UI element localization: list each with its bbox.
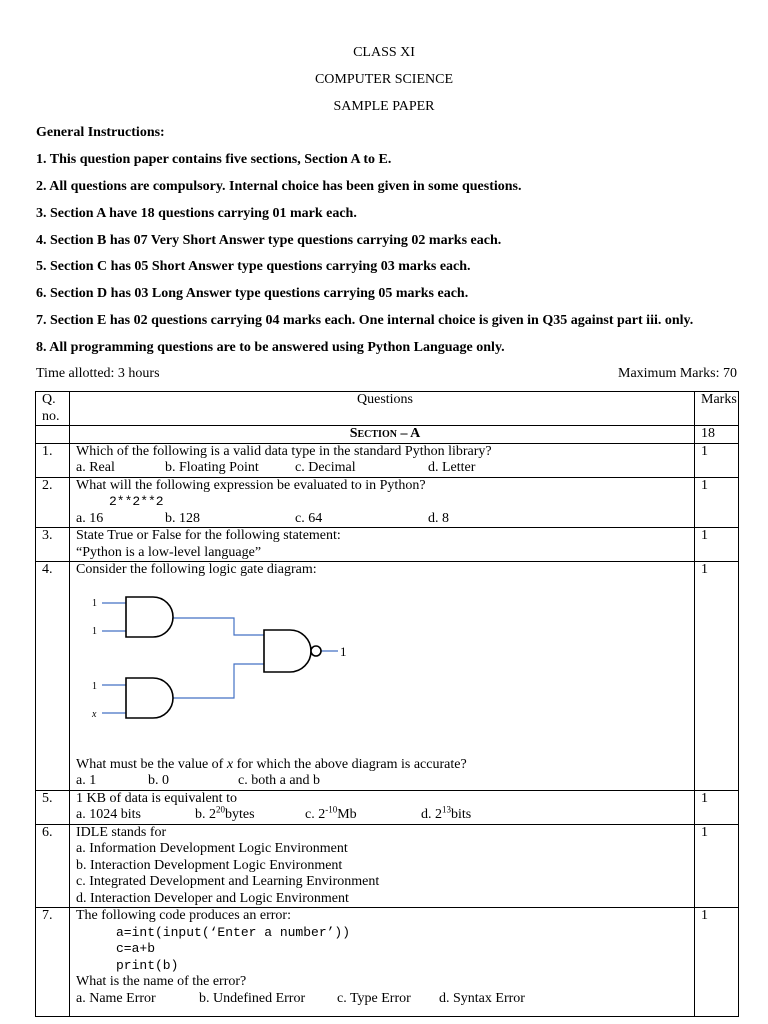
question-row-2	[36, 477, 739, 528]
time-allotted: Time allotted: 3 hours	[36, 366, 160, 381]
section-marks: 18	[695, 426, 739, 444]
option-b: b. Floating Point	[165, 460, 259, 475]
question-row-5	[36, 790, 739, 824]
question-text: Consider the following logic gate diagram:	[76, 562, 317, 577]
code-expression: 2**2**2	[109, 494, 164, 509]
option-c: c. Decimal	[295, 460, 356, 475]
nand-gate-icon	[264, 630, 311, 672]
gate-input-label: 1	[92, 625, 97, 637]
option-b: b. 0	[148, 773, 169, 788]
question-number: 3.	[36, 528, 70, 562]
question-row-3	[36, 528, 739, 562]
gate-input-label: 1	[92, 680, 97, 692]
and-gate-icon	[126, 678, 173, 718]
question-text: IDLE stands for	[76, 824, 167, 840]
statement-quote: “Python is a low-level language”	[76, 544, 262, 560]
instruction-item: 6. Section D has 03 Long Answer type questions carrying 05 marks each.	[36, 286, 469, 301]
question-text: What will the following expression be evaluated to in Python?	[76, 477, 426, 493]
question-marks: 1	[695, 477, 739, 528]
question-row-1	[36, 443, 739, 477]
question-number: 2.	[36, 477, 70, 528]
question-text: State True or False for the following statement:	[76, 528, 341, 543]
gate-output-label: 1	[340, 643, 347, 659]
instruction-item: 5. Section C has 05 Short Answer type questions carrying 03 marks each.	[36, 259, 471, 274]
option-d: d. Syntax Error	[439, 990, 525, 1006]
question-number: 7.	[36, 908, 70, 1017]
code-line: a=int(input(‘Enter a number’))	[116, 924, 351, 940]
option-c: c. Type Error	[337, 990, 411, 1006]
option-c: c. $2^{-10}Mb$	[305, 804, 357, 822]
question-row-6	[36, 824, 739, 908]
option-b: b. Undefined Error	[199, 990, 306, 1006]
instruction-item: 4. Section B has 07 Very Short Answer type questions carrying 02 marks each.	[36, 233, 502, 248]
option-a: a. Information Development Logic Environment	[76, 841, 348, 856]
question-marks: 1	[695, 790, 739, 824]
option-c: c. Integrated Development and Learning Environment	[76, 874, 380, 889]
class-heading: CLASS XI	[353, 45, 415, 60]
subject-heading: COMPUTER SCIENCE	[314, 72, 454, 87]
inverter-bubble-icon	[311, 646, 321, 656]
question-text: The following code produces an error:	[76, 908, 291, 923]
question-number: 6.	[36, 824, 70, 908]
instruction-item: 8. All programming questions are to be answered using Python Language only.	[36, 340, 505, 355]
question-number: 1.	[36, 443, 70, 477]
question-number: 5.	[36, 790, 70, 824]
instruction-item: 3. Section A have 18 questions carrying 01 mark each.	[36, 206, 357, 221]
question-prompt: What must be the value of x for which the above diagram is accurate?	[76, 756, 467, 772]
and-gate-icon	[126, 597, 173, 637]
question-marks: 1	[695, 562, 739, 791]
instruction-item: 2. All questions are compulsory. Internal choice has been given in some questions.	[36, 179, 522, 194]
question-text: 1 KB of data is equivalent to	[76, 790, 237, 806]
option-c: c. 64	[295, 510, 323, 526]
options	[76, 773, 694, 790]
question-marks: 1	[695, 528, 739, 562]
question-row-4	[36, 562, 739, 791]
maximum-marks: Maximum Marks: 70	[618, 366, 737, 381]
gate-input-label: 1	[92, 597, 97, 609]
options	[76, 511, 694, 528]
instructions-title: General Instructions:	[36, 125, 165, 140]
options	[76, 991, 694, 1008]
question-prompt: What is the name of the error?	[76, 974, 247, 989]
option-a: a. 16	[76, 510, 104, 526]
option-d: d. $2^{13}bits$	[421, 804, 472, 822]
option-c: c. both a and b	[238, 773, 321, 788]
question-row-7	[36, 908, 739, 1017]
question-marks: 1	[695, 824, 739, 908]
option-b: b. Interaction Development Logic Environment	[76, 857, 343, 873]
question-text: Which of the following is a valid data type in the standard Python library?	[76, 443, 492, 459]
option-d: d. Letter	[428, 460, 476, 475]
marks-header: Marks	[695, 392, 739, 426]
question-marks: 1	[695, 908, 739, 1017]
code-line: c=a+b	[116, 941, 156, 956]
option-a: a. 1	[76, 773, 97, 788]
options	[76, 804, 694, 824]
option-a: a. Real	[76, 460, 115, 475]
gate-input-label: x	[92, 708, 97, 720]
question-number: 4.	[36, 562, 70, 791]
code-line: print(b)	[116, 957, 179, 973]
logic-gate-diagram	[76, 579, 696, 745]
instruction-item: 1. This question paper contains five sections, Section A to E.	[36, 152, 392, 167]
section-row	[36, 426, 739, 444]
option-b: b. 128	[165, 510, 200, 526]
option-d: d. 8	[428, 510, 449, 526]
qno-header: Q. no.	[36, 392, 70, 426]
question-table	[35, 391, 739, 1017]
option-d: d. Interaction Developer and Logic Environment	[76, 890, 349, 906]
options	[76, 460, 694, 477]
option-a: a. Name Error	[76, 990, 156, 1006]
questions-header: Questions	[70, 392, 695, 426]
option-a: a. 1024 bits	[76, 807, 141, 822]
paper-heading: SAMPLE PAPER	[333, 99, 435, 114]
instruction-item: 7. Section E has 02 questions carrying 04 marks each. One internal choice is given in Q35 against part iii. only.	[36, 313, 694, 328]
question-marks: 1	[695, 443, 739, 477]
section-label: Section – A	[349, 426, 421, 441]
table-header-row	[36, 392, 739, 426]
option-b: b. $2^{20}bytes$	[195, 804, 255, 822]
